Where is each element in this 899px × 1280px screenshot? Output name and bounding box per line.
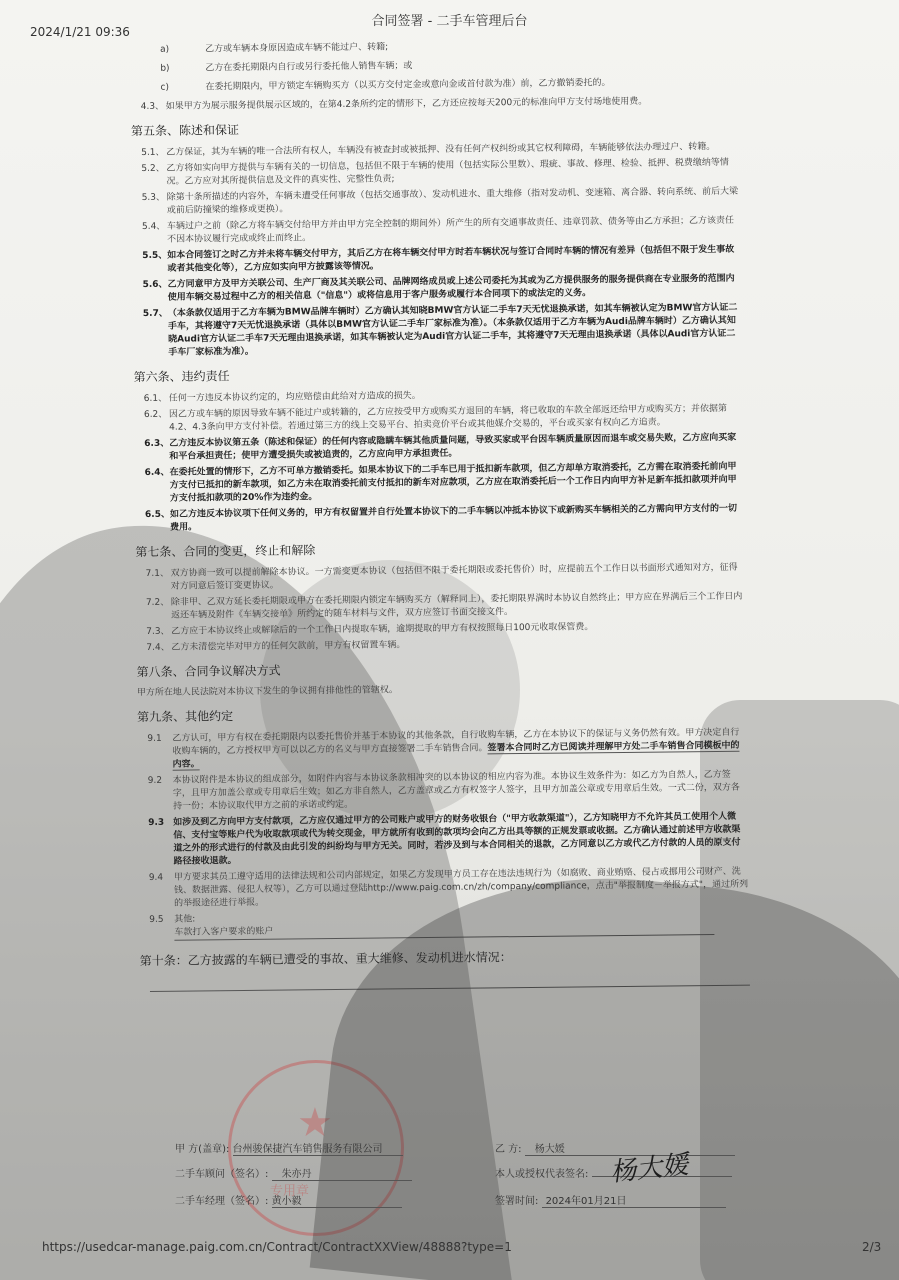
clause-9-2: 9.2 本协议附件是本协议的组成部分，如附件内容与本协议条款相冲突的以本协议的相应内容为准。本协议生效条件为：如乙方为自然人，乙方签字，且甲方加盖公章或专用章后生效；如乙方非自然人，乙方盖章或乙方有权签字人签字，且甲方加盖公章或专用章后生效。一式二份，双方各持一份；本协议取代甲方之前的承诺或约定。 [147, 769, 740, 812]
date-row: 签署时间: 2024年01月21日 [495, 1192, 726, 1208]
manager-row: 二手车经理（签名）: 黄小毅 [175, 1192, 402, 1208]
page-url: https://usedcar-manage.paig.com.cn/Contract/ContractXXView/48888?type=1 [42, 1240, 512, 1254]
clause-5-1: 5.1、 乙方保证，其为车辆的唯一合法所有权人，车辆没有被查封或被抵押、没有任何产权纠纷或其它权利障碍，车辆能够依法办理过户、转籍。 [141, 141, 716, 158]
clause-4-2-a: a) 乙方或车辆本身原因造成车辆不能过户、转籍; [160, 42, 389, 55]
clause-9-4: 9.4 甲方要求其员工遵守适用的法律法规和公司内部规定，如果乙方发现甲方员工存在违法违规行为（如腐败、商业贿赂、侵占或挪用公司财产、洗钱、数据泄露、侵犯人权等），乙方可以通过登陆http://www.paig.com.cn/zh/company/compliance，点击"举报制度－举报方式"，通过所列的举报途径进行举报。 [148, 866, 749, 909]
clause-6-1: 6.1、 任何一方违反本协议约定的，均应赔偿由此给对方造成的损失。 [143, 390, 421, 404]
section-5-heading: 第五条、陈述和保证 [130, 123, 240, 139]
clause-9-1: 9.1 乙方认可，甲方有权在委托期限内以委托售价并基于本协议的其他条款，自行收购车辆，乙方在本协议下的保证与义务仍然有效。甲方决定自行收购车辆的，乙方授权甲方可以以乙方的名义与甲方直接签署二手车销售合同。签署本合同时乙方已阅读并理解甲方处二手车销售合同模板中的内容。 [147, 727, 740, 770]
clause-4-2-c: c) 在委托期限内，甲方锁定车辆购买方（以买方交付定金或意向金或首付款为准）前，乙方撤销委托的。 [160, 78, 611, 93]
clause-6-4: 6.4、 在委托处置的情形下，乙方不可单方撤销委托。如果本协议下的二手车已用于抵扣新车款项，但乙方却单方取消委托，乙方需在取消委托前向甲方支付已抵扣的新车款项，如乙方未在取消委托前支付抵扣的新车对应款项，乙方应在取消委托后一个工作日内向甲方补足新车抵扣款项并向甲方支付抵扣款项的20%作为违约金。 [144, 461, 737, 504]
section-7-heading: 第七条、合同的变更，终止和解除 [135, 543, 316, 560]
clause-7-2: 7.2、 除非甲、乙双方延长委托期限或甲方在委托期限内锁定车辆购买方（解释同上），委托期限界满时本协议自然终止；甲方应在界满后三个工作日内返还车辆及附件《车辆交接单》所约定的随车材料与文件，双方应签订书面交接文件。 [145, 591, 743, 621]
party-a-value: 台州骏保捷汽车销售服务有限公司 [233, 1140, 403, 1156]
clause-9-5-value: 车款打入客户要求的账户 [174, 921, 714, 941]
page-number: 2/3 [862, 1240, 882, 1254]
clause-5-2: 5.2、 乙方将如实向甲方提供与车辆有关的一切信息，包括但不限于车辆的使用（包括实际公里数）、瑕疵、事故、修理、检验、抵押、税费缴纳等情况。乙方应对其所提供信息及文件的真实性、完整性负责; [141, 157, 729, 187]
clause-9-5: 9.5 其他: 车款打入客户要求的账户 [149, 908, 749, 941]
clause-7-1: 7.1、 双方协商一致可以提前解除本协议。一方需变更本协议（包括但不限于委托期限或委托售价）时，应提前五个工作日以书面形式通知对方，征得对方同意后签订变更协议。 [145, 562, 738, 592]
clause-5-4: 5.4、 车辆过户之前（除乙方将车辆交付给甲方并由甲方完全控制的期间外）所产生的所有交通事故责任、违章罚款、债务等由乙方承担；乙方该责任不因本协议履行完成或终止而终止。 [141, 215, 735, 245]
party-b-value: 杨大媛 [525, 1140, 735, 1156]
date-value: 2024年01月21日 [542, 1192, 726, 1208]
clause-5-7: 5.7、 （本条款仅适用于乙方车辆为BMW品牌车辆时）乙方确认其知晓BMW官方认证二手车7天无忧退换承诺，如其车辆被认定为BMW官方认证二手车，其将遵守7天无忧退换承诺（具体以BMW官方认证二手车厂家标准为准）。（本条款仅适用于乙方车辆为Audi品牌车辆时）乙方确认其知晓Audi官方认证二手车7天无理由退换承诺，如其车辆被认定为Audi官方认证二手车，其将遵守7天无理由退换承诺（具体以Audi官方认证二手车厂家标准为准）。 [142, 302, 738, 358]
party-a-row: 甲 方(盖章): 台州骏保捷汽车销售服务有限公司 [175, 1140, 403, 1156]
section-8-heading: 第八条、合同争议解决方式 [136, 663, 281, 679]
clause-6-2: 6.2、 因乙方或车辆的原因导致车辆不能过户或转籍的，乙方应按受甲方或购买方退回的车辆，将已收取的车款全部返还给甲方或购买方；并依据第4.2、4.3条向甲方支付补偿。若通过第三方的线上交易平台、拍卖竞价平台或其他媒介交易的，平台或买家有权向乙方追责。 [143, 403, 727, 433]
consultant-value: 朱亦丹 [272, 1165, 412, 1181]
manager-value: 黄小毅 [272, 1192, 402, 1208]
contract-body [130, 32, 750, 1010]
seal-star-icon: ★ [297, 1100, 333, 1146]
clause-4-2-b: b) 乙方在委托期限内自行或另行委托他人销售车辆；或 [160, 61, 413, 74]
clause-7-4: 7.4、 乙方未清偿完毕对甲方的任何欠款前，甲方有权留置车辆。 [146, 640, 406, 653]
clause-5-3: 5.3、 除第十条所描述的内容外，车辆未遭受任何事故（包括交通事故）、发动机进水、重大维修（指对发动机、变速箱、离合器、转向系统、前后大梁或前后防撞梁的维修或更换）。 [141, 186, 739, 216]
clause-6-5: 6.5、 如乙方违反本协议项下任何义务的，甲方有权留置并自行处置本协议下的二手车辆以冲抵本协议下或新购买车辆相关的乙方需向甲方支付的一切费用。 [144, 503, 738, 533]
representative-row: 本人或授权代表签名: [495, 1165, 732, 1180]
seal-label: 专用章 [270, 1184, 310, 1199]
section-6-heading: 第六条、违约责任 [133, 369, 230, 385]
clause-6-3: 6.3、 乙方违反本协议第五条（陈述和保证）的任何内容或隐瞒车辆其他质量问题，导致买家或平台因车辆质量原因而退车或交易失败，乙方应向买家和平台承担责任；使甲方遭受损失或被追责的，乙方应向甲方承担责任。 [144, 432, 737, 462]
clause-9-3: 9.3 如涉及到乙方向甲方支付款项，乙方应仅通过甲方的公司账户或甲方的财务收银台（"甲方收款渠道"），乙方知晓甲方不允许其员工使用个人微信、支付宝等账户代为收取款项或代为转交现金，甲方就所有收到的款项均会向乙方出具等额的正规发票或收据。乙方确认通过前述甲方收款渠道之外的形式进行的付款及由此引发的纠纷均与甲方无关。同时，若涉及到与本合同相关的退款，乙方同意以乙方或代乙方付款的人员的原支付路径接收退款。 [148, 811, 741, 867]
clause-4-3: 4.3、 如果甲方为展示服务提供展示区域的，在第4.2条所约定的情形下，乙方还应按每天200元的标准向甲方支付场地使用费。 [140, 96, 648, 113]
clause-7-3: 7.3、 乙方应于本协议终止或解除后的一个工作日内提取车辆，逾期提取的甲方有权按照每日100元收取保管费。 [146, 622, 594, 637]
clause-5-5: 5.5、 如本合同签订之时乙方并未将车辆交付甲方，其后乙方在将车辆交付甲方时若车辆状况与签订合同时车辆的情况有差异（包括但不限于发生事故或者其他变化等），乙方应如实向甲方披露该等情况。 [142, 244, 735, 274]
party-b-row: 乙 方: 杨大媛 [495, 1140, 735, 1156]
handwritten-signature: 杨大媛 [608, 1149, 690, 1188]
clause-8: 甲方所在地人民法院对本协议下发生的争议拥有排他性的管辖权。 [136, 685, 398, 699]
clause-9-1-acknowledgement: 签署本合同时乙方已阅读并理解甲方处二手车销售合同模板中的内容。 [172, 740, 740, 770]
print-datetime: 2024/1/21 09:36 [30, 25, 130, 39]
clause-5-6: 5.6、 乙方同意甲方及甲方关联公司、生产厂商及其关联公司、品牌网络成员或上述公司委托为其或为乙方提供服务的服务提供商在专业服务的范围内使用车辆交易过程中乙方的相关信息（"信息"）或将信息用于客户服务或履行本合同项下的或法定的义务。 [142, 273, 735, 303]
consultant-row: 二手车顾问（签名）: 朱亦丹 [175, 1165, 412, 1181]
page-title: 合同签署 - 二手车管理后台 [371, 14, 528, 29]
section-9-heading: 第九条、其他约定 [137, 709, 234, 725]
section-10-heading: 第十条：乙方披露的车辆已遭受的事故、重大维修、发动机进水情况： [139, 950, 512, 969]
